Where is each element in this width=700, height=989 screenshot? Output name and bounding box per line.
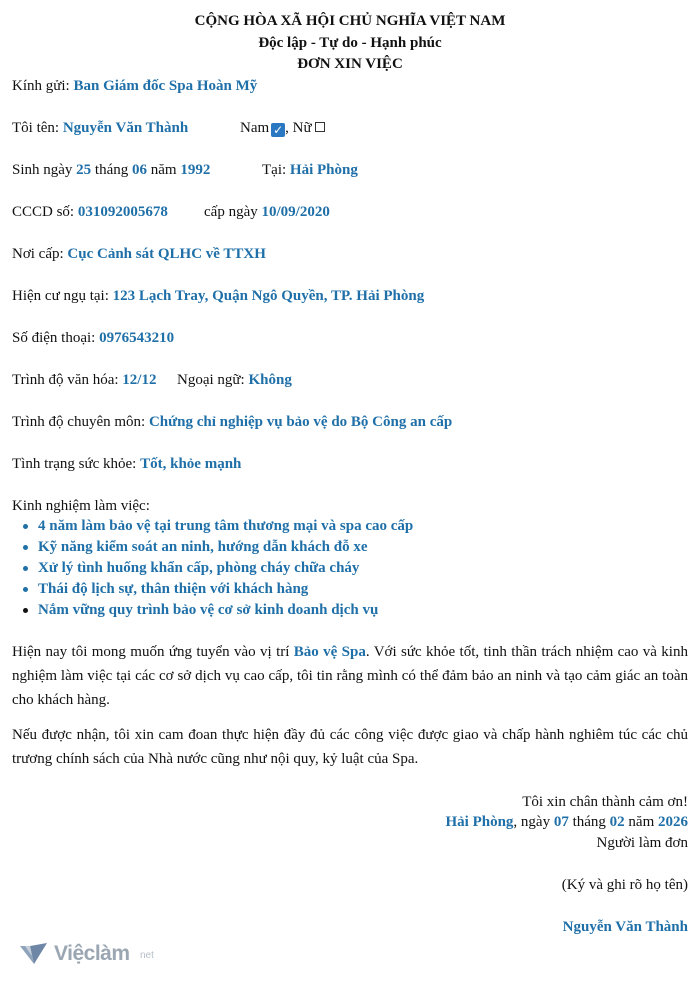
commitment-paragraph: Nếu được nhận, tôi xin cam đoan thực hiện đầy đủ các công việc được giao và chấp hành nghiêm túc các chủ trương chính sách của Nhà nước cũng như nội quy, kỷ luật của Spa. xyxy=(12,727,688,767)
motivation-text-end: . Với sức khỏe tốt, tinh thần trách nhiệm cao và kinh nghiệm làm việc tại các cơ sở dịch vụ cao cấp, tôi tin rằng mình có thể đảm bảo an ninh và tạo cảm giác an toàn cho khách hàng. xyxy=(12,644,688,708)
birth-line xyxy=(12,160,210,180)
birth-place-label: Tại: xyxy=(262,162,290,178)
qualification-value: Chứng chỉ nghiệp vụ bảo vệ do Bộ Công an cấp xyxy=(148,414,453,430)
address-line xyxy=(12,286,424,306)
bullet-icon xyxy=(23,587,28,592)
list-item xyxy=(20,558,413,579)
id-card-label: CCCD số: xyxy=(12,204,78,220)
experience-label: Kinh nghiệm làm việc: xyxy=(12,498,150,514)
name-label: Tôi tên: xyxy=(12,120,63,136)
birth-month: 06 xyxy=(132,162,147,178)
bullet-icon xyxy=(23,524,28,529)
document-title: ĐƠN XIN VIỆC xyxy=(297,56,403,72)
phone-line xyxy=(12,328,174,348)
language-label: Ngoại ngữ: xyxy=(177,372,249,388)
list-item xyxy=(20,600,413,621)
recipient-value: Ban Giám đốc Spa Hoàn Mỹ xyxy=(73,78,258,94)
closing-year-label: năm xyxy=(624,814,658,830)
birth-month-label: tháng xyxy=(91,162,132,178)
logo-mark-icon xyxy=(20,942,48,966)
gender-male-label: Nam xyxy=(240,120,270,136)
nation-heading: CỘNG HÒA XÃ HỘI CHỦ NGHĨA VIỆT NAM xyxy=(194,13,506,29)
bullet-icon xyxy=(23,566,28,571)
id-card-number: 031092005678 xyxy=(77,204,168,220)
list-item xyxy=(20,516,413,537)
address-value: 123 Lạch Tray, Quận Ngô Quyền, TP. Hải Phòng xyxy=(112,288,425,304)
health-label: Tình trạng sức khỏe: xyxy=(12,456,141,472)
id-issued-field xyxy=(204,202,330,222)
vieclam-logo xyxy=(20,940,160,970)
male-checkbox-checked[interactable]: ✓ xyxy=(273,123,284,137)
closing-year: 2026 xyxy=(658,814,688,830)
birth-label: Sinh ngày xyxy=(12,162,77,178)
issue-place-label: Nơi cấp: xyxy=(12,246,68,262)
language-field xyxy=(177,370,292,390)
education-line xyxy=(12,370,156,390)
logo-suffix: net xyxy=(140,950,154,961)
recipient-line xyxy=(12,76,257,96)
gender-female-label: , Nữ xyxy=(285,120,312,136)
birth-place-field xyxy=(262,160,358,180)
name-value: Nguyễn Văn Thành xyxy=(62,120,189,136)
birth-year-label: năm xyxy=(147,162,181,178)
list-item xyxy=(20,537,413,558)
recipient-label: Kính gửi: xyxy=(12,78,74,94)
logo-brand: Việclàm xyxy=(54,942,130,965)
closing-place: Hải Phòng xyxy=(445,814,514,830)
address-label: Hiện cư ngụ tại: xyxy=(12,288,113,304)
signer-label: Người làm đơn xyxy=(596,835,688,851)
experience-list xyxy=(20,516,413,621)
birth-year: 1992 xyxy=(180,162,211,178)
issue-place-value: Cục Cảnh sát QLHC về TTXH xyxy=(67,246,266,262)
name-line xyxy=(12,118,188,138)
issue-place-line xyxy=(12,244,266,264)
qualification-label: Trình độ chuyên môn: xyxy=(12,414,149,430)
experience-item-text: Xử lý tình huống khẩn cấp, phòng cháy chữa cháy xyxy=(38,560,360,576)
birth-place: Hải Phòng xyxy=(289,162,358,178)
bullet-icon xyxy=(23,608,28,613)
phone-label: Số điện thoại: xyxy=(12,330,100,346)
gender-field xyxy=(240,118,325,138)
place-date-line xyxy=(445,812,688,832)
experience-item-text: 4 năm làm bảo vệ tại trung tâm thương mại và spa cao cấp xyxy=(38,518,414,534)
motto: Độc lập - Tự do - Hạnh phúc xyxy=(258,35,442,51)
bullet-icon xyxy=(23,545,28,550)
health-value: Tốt, khỏe mạnh xyxy=(140,456,242,472)
list-item xyxy=(20,579,413,600)
experience-item-text: Nắm vững quy trình bảo vệ cơ sở kinh doanh dịch vụ xyxy=(38,602,379,618)
id-card-line xyxy=(12,202,168,222)
motivation-paragraph xyxy=(12,640,688,712)
phone-value: 0976543210 xyxy=(99,330,175,346)
sign-note: (Ký và ghi rõ họ tên) xyxy=(561,877,688,893)
birth-day: 25 xyxy=(76,162,92,178)
education-value: 12/12 xyxy=(122,372,157,388)
applied-position: Bảo vệ Spa xyxy=(293,644,366,660)
signer-name: Nguyễn Văn Thành xyxy=(562,919,688,935)
date-prefix: , ngày xyxy=(513,814,554,830)
health-line xyxy=(12,454,241,474)
experience-item-text: Thái độ lịch sự, thân thiện với khách hàng xyxy=(38,581,309,597)
female-checkbox[interactable] xyxy=(315,122,325,132)
closing-month: 02 xyxy=(609,814,625,830)
motivation-text-start: Hiện nay tôi mong muốn ứng tuyển vào vị trí xyxy=(12,644,294,660)
thanks-line: Tôi xin chân thành cảm ơn! xyxy=(522,794,688,810)
education-label: Trình độ văn hóa: xyxy=(12,372,123,388)
closing-day: 07 xyxy=(553,814,569,830)
qualification-line xyxy=(12,412,452,432)
experience-item-text: Kỹ năng kiểm soát an ninh, hướng dẫn khách đỗ xe xyxy=(38,539,368,555)
closing-month-label: tháng xyxy=(568,814,610,830)
id-issued-date: 10/09/2020 xyxy=(261,204,330,220)
id-issued-label: cấp ngày xyxy=(204,204,262,220)
language-value: Không xyxy=(248,372,292,388)
